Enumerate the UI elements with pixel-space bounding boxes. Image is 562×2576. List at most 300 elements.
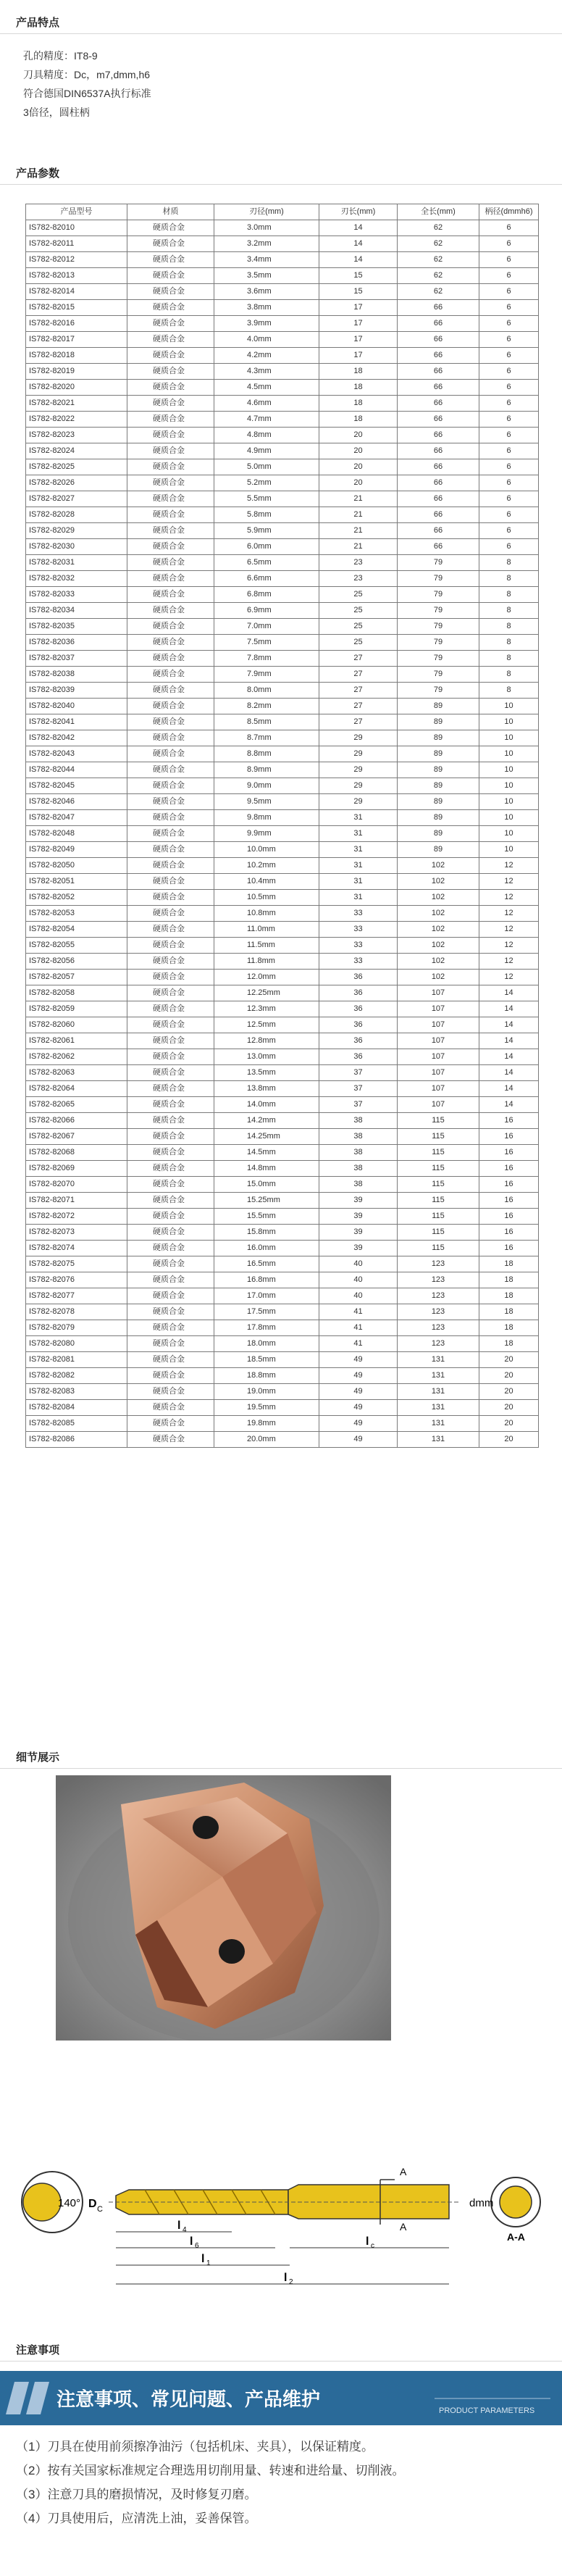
table-cell: 硬质合金 xyxy=(127,571,214,587)
table-cell: 硬质合金 xyxy=(127,1129,214,1145)
table-row xyxy=(26,1177,539,1193)
table-cell: 6 xyxy=(479,523,539,539)
table-row xyxy=(26,1432,539,1448)
table-row xyxy=(26,332,539,348)
table-cell: 硬质合金 xyxy=(127,252,214,268)
table-row xyxy=(26,619,539,635)
table-cell: IS782-82031 xyxy=(26,555,127,571)
table-cell: 12 xyxy=(479,858,539,874)
l6-label: l xyxy=(190,2235,193,2248)
table-cell: 19.5mm xyxy=(214,1400,319,1416)
header-model: 产品型号 xyxy=(26,204,127,220)
table-cell: 49 xyxy=(319,1432,398,1448)
table-cell: IS782-82085 xyxy=(26,1416,127,1432)
table-cell: 79 xyxy=(398,667,479,683)
table-cell: 115 xyxy=(398,1241,479,1256)
table-cell: IS782-82064 xyxy=(26,1081,127,1097)
table-row xyxy=(26,491,539,507)
table-cell: IS782-82060 xyxy=(26,1017,127,1033)
table-cell: 5.9mm xyxy=(214,523,319,539)
table-row xyxy=(26,220,539,236)
table-cell: IS782-82056 xyxy=(26,954,127,970)
table-cell: 36 xyxy=(319,1017,398,1033)
table-cell: 7.8mm xyxy=(214,651,319,667)
table-cell: 17.0mm xyxy=(214,1288,319,1304)
table-cell: IS782-82026 xyxy=(26,475,127,491)
table-cell: 3.4mm xyxy=(214,252,319,268)
table-cell: 14.2mm xyxy=(214,1113,319,1129)
table-row xyxy=(26,1033,539,1049)
table-cell: IS782-82082 xyxy=(26,1368,127,1384)
table-cell: 66 xyxy=(398,428,479,443)
table-cell: IS782-82044 xyxy=(26,762,127,778)
table-cell: 66 xyxy=(398,396,479,412)
table-cell: 6 xyxy=(479,539,539,555)
l1-sub: 1 xyxy=(206,2259,211,2267)
table-cell: 66 xyxy=(398,539,479,555)
table-cell: 6 xyxy=(479,412,539,428)
table-cell: 硬质合金 xyxy=(127,523,214,539)
table-cell: 10 xyxy=(479,810,539,826)
table-cell: 15.5mm xyxy=(214,1209,319,1225)
table-cell: 79 xyxy=(398,683,479,699)
table-cell: 14 xyxy=(479,1081,539,1097)
table-cell: 硬质合金 xyxy=(127,667,214,683)
table-cell: 102 xyxy=(398,874,479,890)
table-cell: 14 xyxy=(479,1033,539,1049)
table-cell: 9.5mm xyxy=(214,794,319,810)
table-cell: 131 xyxy=(398,1352,479,1368)
table-cell: 6.8mm xyxy=(214,587,319,603)
table-cell: 6 xyxy=(479,491,539,507)
table-cell: IS782-82052 xyxy=(26,890,127,906)
table-cell: 硬质合金 xyxy=(127,1400,214,1416)
table-cell: 4.2mm xyxy=(214,348,319,364)
table-row xyxy=(26,1272,539,1288)
table-cell: 89 xyxy=(398,762,479,778)
table-cell: 4.0mm xyxy=(214,332,319,348)
table-cell: 硬质合金 xyxy=(127,332,214,348)
table-cell: 10 xyxy=(479,842,539,858)
table-cell: 6 xyxy=(479,443,539,459)
table-row xyxy=(26,443,539,459)
table-row xyxy=(26,1113,539,1129)
table-cell: 89 xyxy=(398,778,479,794)
table-cell: 硬质合金 xyxy=(127,507,214,523)
table-cell: 89 xyxy=(398,810,479,826)
table-row xyxy=(26,380,539,396)
table-cell: 6 xyxy=(479,380,539,396)
table-cell: 6.9mm xyxy=(214,603,319,619)
table-cell: 12 xyxy=(479,922,539,938)
table-cell: 37 xyxy=(319,1081,398,1097)
table-cell: 66 xyxy=(398,523,479,539)
params-table xyxy=(25,204,539,1448)
table-cell: 16 xyxy=(479,1209,539,1225)
table-cell: 14 xyxy=(479,1017,539,1033)
table-cell: 6 xyxy=(479,475,539,491)
table-cell: 6 xyxy=(479,236,539,252)
note-item: （2）按有关国家标准规定合理选用切削用量、转速和进给量、切削液。 xyxy=(16,2464,405,2477)
feature-item: 符合德国DIN6537A执行标准 xyxy=(23,88,151,99)
table-cell: IS782-82061 xyxy=(26,1033,127,1049)
table-cell: IS782-82050 xyxy=(26,858,127,874)
table-cell: 18 xyxy=(479,1288,539,1304)
table-cell: 16 xyxy=(479,1161,539,1177)
table-cell: 29 xyxy=(319,730,398,746)
table-cell: 66 xyxy=(398,491,479,507)
table-cell: 38 xyxy=(319,1177,398,1193)
table-cell: 49 xyxy=(319,1416,398,1432)
table-cell: 8 xyxy=(479,587,539,603)
table-cell: 硬质合金 xyxy=(127,1416,214,1432)
table-cell: 49 xyxy=(319,1368,398,1384)
table-cell: 12 xyxy=(479,890,539,906)
table-cell: 硬质合金 xyxy=(127,746,214,762)
table-row xyxy=(26,539,539,555)
table-cell: 123 xyxy=(398,1256,479,1272)
table-cell: 89 xyxy=(398,746,479,762)
table-cell: 9.8mm xyxy=(214,810,319,826)
table-row xyxy=(26,1049,539,1065)
notes-divider xyxy=(0,2361,562,2362)
table-cell: 8.0mm xyxy=(214,683,319,699)
table-cell: 39 xyxy=(319,1209,398,1225)
table-cell: 硬质合金 xyxy=(127,1081,214,1097)
table-cell: 硬质合金 xyxy=(127,810,214,826)
table-cell: 硬质合金 xyxy=(127,1320,214,1336)
table-row xyxy=(26,667,539,683)
table-cell: 115 xyxy=(398,1113,479,1129)
dc-label: D xyxy=(88,2198,97,2210)
table-cell: IS782-82080 xyxy=(26,1336,127,1352)
table-cell: 10.2mm xyxy=(214,858,319,874)
table-cell: 115 xyxy=(398,1177,479,1193)
table-row xyxy=(26,1129,539,1145)
table-cell: 13.8mm xyxy=(214,1081,319,1097)
table-cell: 36 xyxy=(319,1001,398,1017)
table-row xyxy=(26,1161,539,1177)
table-cell: 14 xyxy=(479,985,539,1001)
table-cell: 107 xyxy=(398,1033,479,1049)
table-row xyxy=(26,1288,539,1304)
table-cell: 9.9mm xyxy=(214,826,319,842)
table-cell: 40 xyxy=(319,1288,398,1304)
table-row xyxy=(26,778,539,794)
table-cell: 21 xyxy=(319,523,398,539)
l6-sub: 6 xyxy=(195,2242,199,2250)
table-cell: 29 xyxy=(319,794,398,810)
table-cell: 31 xyxy=(319,874,398,890)
table-row xyxy=(26,587,539,603)
table-cell: 硬质合金 xyxy=(127,268,214,284)
table-cell: 3.6mm xyxy=(214,284,319,300)
table-cell: 39 xyxy=(319,1241,398,1256)
table-cell: 8 xyxy=(479,571,539,587)
table-cell: 12.0mm xyxy=(214,970,319,985)
table-cell: IS782-82049 xyxy=(26,842,127,858)
table-cell: 硬质合金 xyxy=(127,1241,214,1256)
table-cell: IS782-82081 xyxy=(26,1352,127,1368)
table-cell: 硬质合金 xyxy=(127,380,214,396)
l1-label: l xyxy=(201,2253,205,2265)
table-cell: 5.0mm xyxy=(214,459,319,475)
table-cell: IS782-82019 xyxy=(26,364,127,380)
table-cell: 16 xyxy=(479,1225,539,1241)
table-cell: IS782-82041 xyxy=(26,714,127,730)
table-cell: IS782-82047 xyxy=(26,810,127,826)
table-cell: 4.9mm xyxy=(214,443,319,459)
table-cell: 硬质合金 xyxy=(127,1304,214,1320)
table-cell: 102 xyxy=(398,906,479,922)
table-cell: 49 xyxy=(319,1400,398,1416)
table-cell: 硬质合金 xyxy=(127,699,214,714)
lc-sub: c xyxy=(371,2242,374,2250)
feature-item: 3倍径，圆柱柄 xyxy=(23,107,90,118)
table-cell: 硬质合金 xyxy=(127,1033,214,1049)
table-cell: 20 xyxy=(479,1352,539,1368)
table-cell: 66 xyxy=(398,475,479,491)
table-cell: 硬质合金 xyxy=(127,922,214,938)
table-cell: 8 xyxy=(479,635,539,651)
table-row xyxy=(26,507,539,523)
table-body xyxy=(26,220,539,1448)
table-cell: 硬质合金 xyxy=(127,1097,214,1113)
table-cell: 41 xyxy=(319,1336,398,1352)
table-cell: IS782-82039 xyxy=(26,683,127,699)
table-cell: 131 xyxy=(398,1400,479,1416)
table-cell: 硬质合金 xyxy=(127,938,214,954)
table-cell: 66 xyxy=(398,443,479,459)
table-cell: 5.5mm xyxy=(214,491,319,507)
notes-list xyxy=(16,2435,404,2530)
feature-item: 刀具精度：Dc，m7,dmm,h6 xyxy=(23,69,151,80)
table-row xyxy=(26,428,539,443)
table-cell: 37 xyxy=(319,1097,398,1113)
table-row xyxy=(26,316,539,332)
table-cell: IS782-82029 xyxy=(26,523,127,539)
table-cell: 20 xyxy=(479,1400,539,1416)
table-cell: 12.5mm xyxy=(214,1017,319,1033)
table-cell: 7.5mm xyxy=(214,635,319,651)
table-row xyxy=(26,683,539,699)
table-cell: 硬质合金 xyxy=(127,491,214,507)
table-cell: 11.8mm xyxy=(214,954,319,970)
table-cell: 29 xyxy=(319,746,398,762)
table-cell: 18.5mm xyxy=(214,1352,319,1368)
table-cell: IS782-82086 xyxy=(26,1432,127,1448)
table-cell: 31 xyxy=(319,858,398,874)
table-cell: 12 xyxy=(479,954,539,970)
table-cell: 6.6mm xyxy=(214,571,319,587)
table-cell: 36 xyxy=(319,1049,398,1065)
table-cell: 10 xyxy=(479,730,539,746)
table-row xyxy=(26,252,539,268)
table-cell: 16.8mm xyxy=(214,1272,319,1288)
table-row xyxy=(26,874,539,890)
table-cell: 38 xyxy=(319,1145,398,1161)
table-cell: IS782-82068 xyxy=(26,1145,127,1161)
table-row xyxy=(26,1400,539,1416)
table-cell: 硬质合金 xyxy=(127,842,214,858)
table-cell: 6.5mm xyxy=(214,555,319,571)
table-cell: 115 xyxy=(398,1193,479,1209)
table-row xyxy=(26,858,539,874)
table-cell: 硬质合金 xyxy=(127,1049,214,1065)
table-cell: 14.25mm xyxy=(214,1129,319,1145)
table-cell: 123 xyxy=(398,1272,479,1288)
table-cell: 18 xyxy=(479,1272,539,1288)
table-cell: 107 xyxy=(398,1017,479,1033)
table-cell: 102 xyxy=(398,890,479,906)
table-row xyxy=(26,412,539,428)
table-cell: 硬质合金 xyxy=(127,1272,214,1288)
table-cell: 36 xyxy=(319,970,398,985)
table-cell: 硬质合金 xyxy=(127,858,214,874)
table-cell: 硬质合金 xyxy=(127,1288,214,1304)
table-cell: IS782-82054 xyxy=(26,922,127,938)
features-list xyxy=(23,46,151,122)
table-cell: 20 xyxy=(479,1384,539,1400)
note-item: （4）刀具使用后，应清洗上油，妥善保管。 xyxy=(16,2512,257,2525)
notes-title: 注意事项 xyxy=(16,2344,60,2356)
table-cell: IS782-82022 xyxy=(26,412,127,428)
table-row xyxy=(26,603,539,619)
banner-subtitle: PRODUCT PARAMETERS xyxy=(439,2406,535,2415)
table-cell: 17 xyxy=(319,348,398,364)
table-cell: 89 xyxy=(398,714,479,730)
table-cell: IS782-82030 xyxy=(26,539,127,555)
table-cell: 17.8mm xyxy=(214,1320,319,1336)
table-cell: 4.7mm xyxy=(214,412,319,428)
table-cell: 硬质合金 xyxy=(127,714,214,730)
table-cell: 17 xyxy=(319,300,398,316)
table-cell: 4.8mm xyxy=(214,428,319,443)
table-cell: 硬质合金 xyxy=(127,970,214,985)
table-cell: 15.8mm xyxy=(214,1225,319,1241)
table-row xyxy=(26,1001,539,1017)
table-cell: IS782-82059 xyxy=(26,1001,127,1017)
table-cell: 21 xyxy=(319,491,398,507)
l4-label: l xyxy=(177,2219,181,2232)
table-cell: 硬质合金 xyxy=(127,954,214,970)
table-cell: 31 xyxy=(319,810,398,826)
table-cell: 18.0mm xyxy=(214,1336,319,1352)
table-cell: 12 xyxy=(479,938,539,954)
table-row xyxy=(26,1081,539,1097)
table-cell: 10.5mm xyxy=(214,890,319,906)
table-cell: 18.8mm xyxy=(214,1368,319,1384)
table-cell: 14 xyxy=(319,220,398,236)
header-total-length: 全长(mm) xyxy=(398,204,479,220)
table-cell: IS782-82083 xyxy=(26,1384,127,1400)
table-cell: IS782-82024 xyxy=(26,443,127,459)
table-cell: IS782-82035 xyxy=(26,619,127,635)
table-cell: 硬质合金 xyxy=(127,730,214,746)
drill-closeup-photo xyxy=(56,1775,391,2041)
table-cell: 102 xyxy=(398,858,479,874)
header-shank-diameter: 柄径(dmmh6) xyxy=(479,204,539,220)
table-row xyxy=(26,1256,539,1272)
table-cell: IS782-82057 xyxy=(26,970,127,985)
header-blade-length: 刃长(mm) xyxy=(319,204,398,220)
table-row xyxy=(26,730,539,746)
table-cell: 27 xyxy=(319,683,398,699)
table-cell: 66 xyxy=(398,300,479,316)
table-cell: 硬质合金 xyxy=(127,316,214,332)
table-cell: 115 xyxy=(398,1209,479,1225)
table-cell: 11.5mm xyxy=(214,938,319,954)
table-cell: IS782-82074 xyxy=(26,1241,127,1256)
table-cell: IS782-82051 xyxy=(26,874,127,890)
table-cell: 3.5mm xyxy=(214,268,319,284)
table-cell: 10.0mm xyxy=(214,842,319,858)
table-cell: 31 xyxy=(319,890,398,906)
header-blade-diameter: 刃径(mm) xyxy=(214,204,319,220)
table-cell: 14.5mm xyxy=(214,1145,319,1161)
table-cell: 硬质合金 xyxy=(127,874,214,890)
table-row xyxy=(26,1320,539,1336)
table-cell: IS782-82063 xyxy=(26,1065,127,1081)
table-cell: 40 xyxy=(319,1256,398,1272)
table-cell: 66 xyxy=(398,332,479,348)
table-cell: 6 xyxy=(479,364,539,380)
table-cell: IS782-82043 xyxy=(26,746,127,762)
table-cell: IS782-82010 xyxy=(26,220,127,236)
table-cell: 8 xyxy=(479,619,539,635)
table-cell: IS782-82070 xyxy=(26,1177,127,1193)
table-cell: 14 xyxy=(479,1001,539,1017)
table-row xyxy=(26,954,539,970)
table-cell: 硬质合金 xyxy=(127,985,214,1001)
table-row xyxy=(26,1097,539,1113)
table-cell: 66 xyxy=(398,380,479,396)
table-cell: 硬质合金 xyxy=(127,651,214,667)
table-row xyxy=(26,890,539,906)
features-divider xyxy=(0,33,562,34)
table-cell: 27 xyxy=(319,699,398,714)
table-cell: 18 xyxy=(319,396,398,412)
table-cell: 6 xyxy=(479,459,539,475)
table-cell: 8.9mm xyxy=(214,762,319,778)
table-cell: 17 xyxy=(319,316,398,332)
table-cell: 硬质合金 xyxy=(127,1145,214,1161)
table-cell: 62 xyxy=(398,268,479,284)
table-cell: 20.0mm xyxy=(214,1432,319,1448)
table-cell: 硬质合金 xyxy=(127,1368,214,1384)
table-cell: IS782-82017 xyxy=(26,332,127,348)
table-cell: IS782-82023 xyxy=(26,428,127,443)
table-row xyxy=(26,300,539,316)
table-cell: 49 xyxy=(319,1352,398,1368)
table-cell: 14.0mm xyxy=(214,1097,319,1113)
table-row xyxy=(26,284,539,300)
l2-sub: 2 xyxy=(289,2278,293,2286)
section-a-bottom: A xyxy=(400,2221,407,2233)
table-cell: 33 xyxy=(319,954,398,970)
table-row xyxy=(26,1145,539,1161)
table-cell: 21 xyxy=(319,539,398,555)
table-cell: 102 xyxy=(398,938,479,954)
table-cell: IS782-82067 xyxy=(26,1129,127,1145)
table-cell: IS782-82013 xyxy=(26,268,127,284)
table-row xyxy=(26,268,539,284)
table-cell: 16.0mm xyxy=(214,1241,319,1256)
banner-title: 注意事项、常见问题、产品维护 xyxy=(56,2388,321,2410)
table-cell: 4.5mm xyxy=(214,380,319,396)
table-cell: 6 xyxy=(479,220,539,236)
table-cell: 89 xyxy=(398,826,479,842)
